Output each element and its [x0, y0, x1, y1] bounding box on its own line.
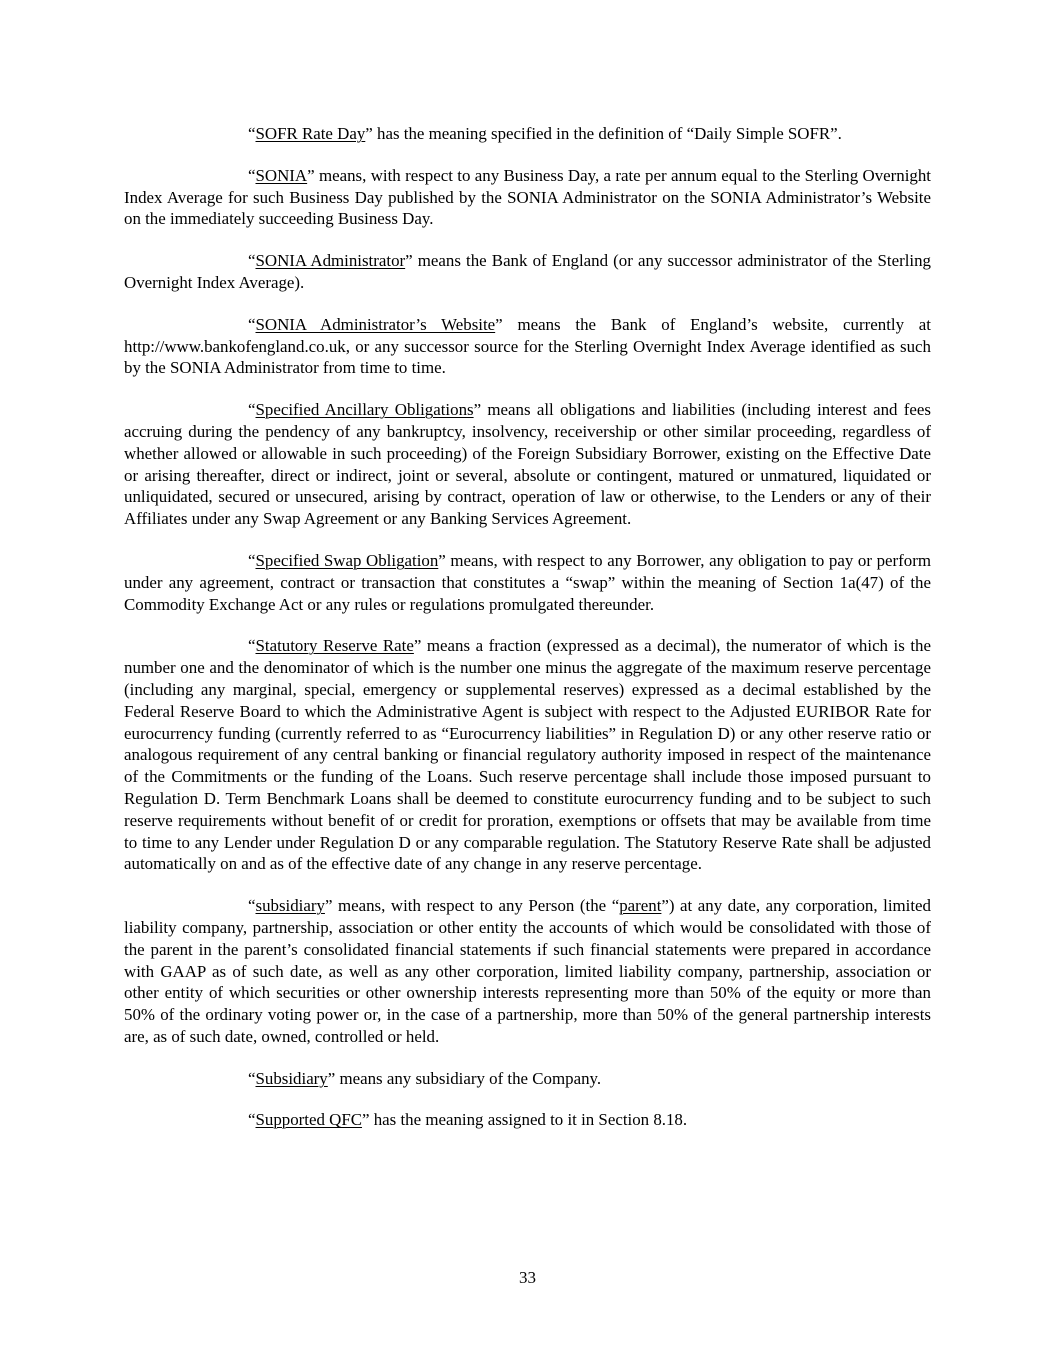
open-quote: “ [248, 636, 256, 656]
definition-text: ”) at any date, any corporation, limited liability company, partnership, association or other entity the accounts of which would be consolidated with those of the parent in the parent’s consolidated financial statements if such financial statements were prepared in accordance with GAAP as of such date, as well as any other corporation, limited liability company, partnership, association or other entity of which securities or other ownership interests representing more than 50% of the equity or more than 50% of the ordinary voting power or, in the case of a partnership, more than 50% of the general partnership interests are, as of such date, owned, controlled or held. [124, 896, 931, 1046]
defined-term: SONIA [255, 165, 308, 185]
open-quote: “ [248, 1110, 256, 1130]
defined-term: Supported QFC [255, 1110, 363, 1130]
definition-text: ” means the Bank of England (or any successor administrator of the Sterling Overnight Index Average). [124, 251, 931, 292]
definition-text: ” means, with respect to any Person (the “ [324, 896, 620, 916]
open-quote: “ [248, 165, 256, 185]
definition-statutory-reserve-rate [124, 635, 931, 875]
definition-sofr-rate-day [124, 123, 931, 145]
definition-text: ” means a fraction (expressed as a decimal), the numerator of which is the number one and the denominator of which is the number one minus the aggregate of the maximum reserve percentage (including any marginal, special, emergency or supplemental reserves) expressed as a decimal established by the Federal Reserve Board to which the Administrative Agent is subject with respect to the Adjusted EURIBOR Rate for eurocurrency funding (currently referred to as “Eurocurrency liabilities” in Regulation D) or any other reserve ratio or analogous requirement of any central banking or financial regulatory authority imposed in respect of the maintenance of the Commitments or the funding of the Loans. Such reserve percentage shall include those imposed pursuant to Regulation D. Term Benchmark Loans shall be deemed to constitute eurocurrency funding and to be subject to such reserve requirements without benefit of or credit for proration, exemptions or offsets that may be available from time to time to any Lender under Regulation D or any comparable regulation. The Statutory Reserve Rate shall be adjusted automatically on and as of the effective date of any change in any reserve percentage. [124, 636, 931, 874]
defined-term-parent: parent [619, 896, 662, 916]
definition-specified-ancillary-obligations [124, 399, 931, 530]
open-quote: “ [248, 251, 256, 271]
document-page [124, 123, 931, 1151]
defined-term: Subsidiary [255, 1068, 328, 1088]
open-quote: “ [248, 400, 256, 420]
definition-sonia [124, 165, 931, 230]
defined-term: Statutory Reserve Rate [255, 636, 414, 656]
definition-subsidiary [124, 1068, 931, 1090]
definition-text: ” means any subsidiary of the Company. [327, 1068, 602, 1088]
open-quote: “ [248, 896, 256, 916]
definition-text: ” means, with respect to any Borrower, any obligation to pay or perform under any agreement, contract or transaction that constitutes a “swap” within the meaning of Section 1a(47) of the Commodity Exchange Act or any rules or regulations promulgated thereunder. [124, 550, 932, 614]
open-quote: “ [248, 550, 256, 570]
definition-specified-swap-obligation [124, 550, 931, 615]
open-quote: “ [248, 314, 256, 334]
definition-text: ” means all obligations and liabilities (including interest and fees accruing during the pendency of any bankruptcy, insolvency, receivership or other similar proceeding, regardless of whether allowed or allowable in such proceeding) of the Foreign Subsidiary Borrower, existing on the Effective Date or arising thereafter, direct or indirect, joint or several, absolute or contingent, matured or unmatured, liquidated or unliquidated, secured or unsecured, arising by contract, operation of law or otherwise, to the Lenders or any of their Affiliates under any Swap Agreement or any Banking Services Agreement. [124, 400, 931, 529]
defined-term: SOFR Rate Day [255, 124, 366, 143]
defined-term: SONIA Administrator’s Website [255, 314, 496, 334]
definition-sonia-administrator [124, 250, 931, 294]
defined-term: subsidiary [255, 896, 325, 916]
defined-term: SONIA Administrator [255, 251, 406, 271]
definition-supported-qfc [124, 1109, 931, 1131]
definition-text: ” has the meaning assigned to it in Section 8.18. [362, 1110, 688, 1130]
open-quote: “ [248, 124, 256, 143]
defined-term: Specified Ancillary Obligations [255, 400, 474, 420]
definition-text: ” has the meaning specified in the definition of “Daily Simple SOFR”. [365, 124, 842, 143]
defined-term: Specified Swap Obligation [255, 550, 439, 570]
definition-text: ” means the Bank of England’s website, currently at http://www.bankofengland.co.uk, or any successor source for the Sterling Overnight Index Average identified as such by the SONIA Administrator from time to time. [124, 314, 931, 378]
definition-sonia-administrators-website [124, 314, 931, 379]
open-quote: “ [248, 1068, 256, 1088]
definition-subsidiary-lowercase [124, 895, 931, 1048]
page-number: 33 [519, 1268, 536, 1287]
definition-text: ” means, with respect to any Business Day, a rate per annum equal to the Sterling Overnight Index Average for such Business Day published by the SONIA Administrator on the SONIA Administrator’s Website on the immediately succeeding Business Day. [124, 165, 931, 229]
